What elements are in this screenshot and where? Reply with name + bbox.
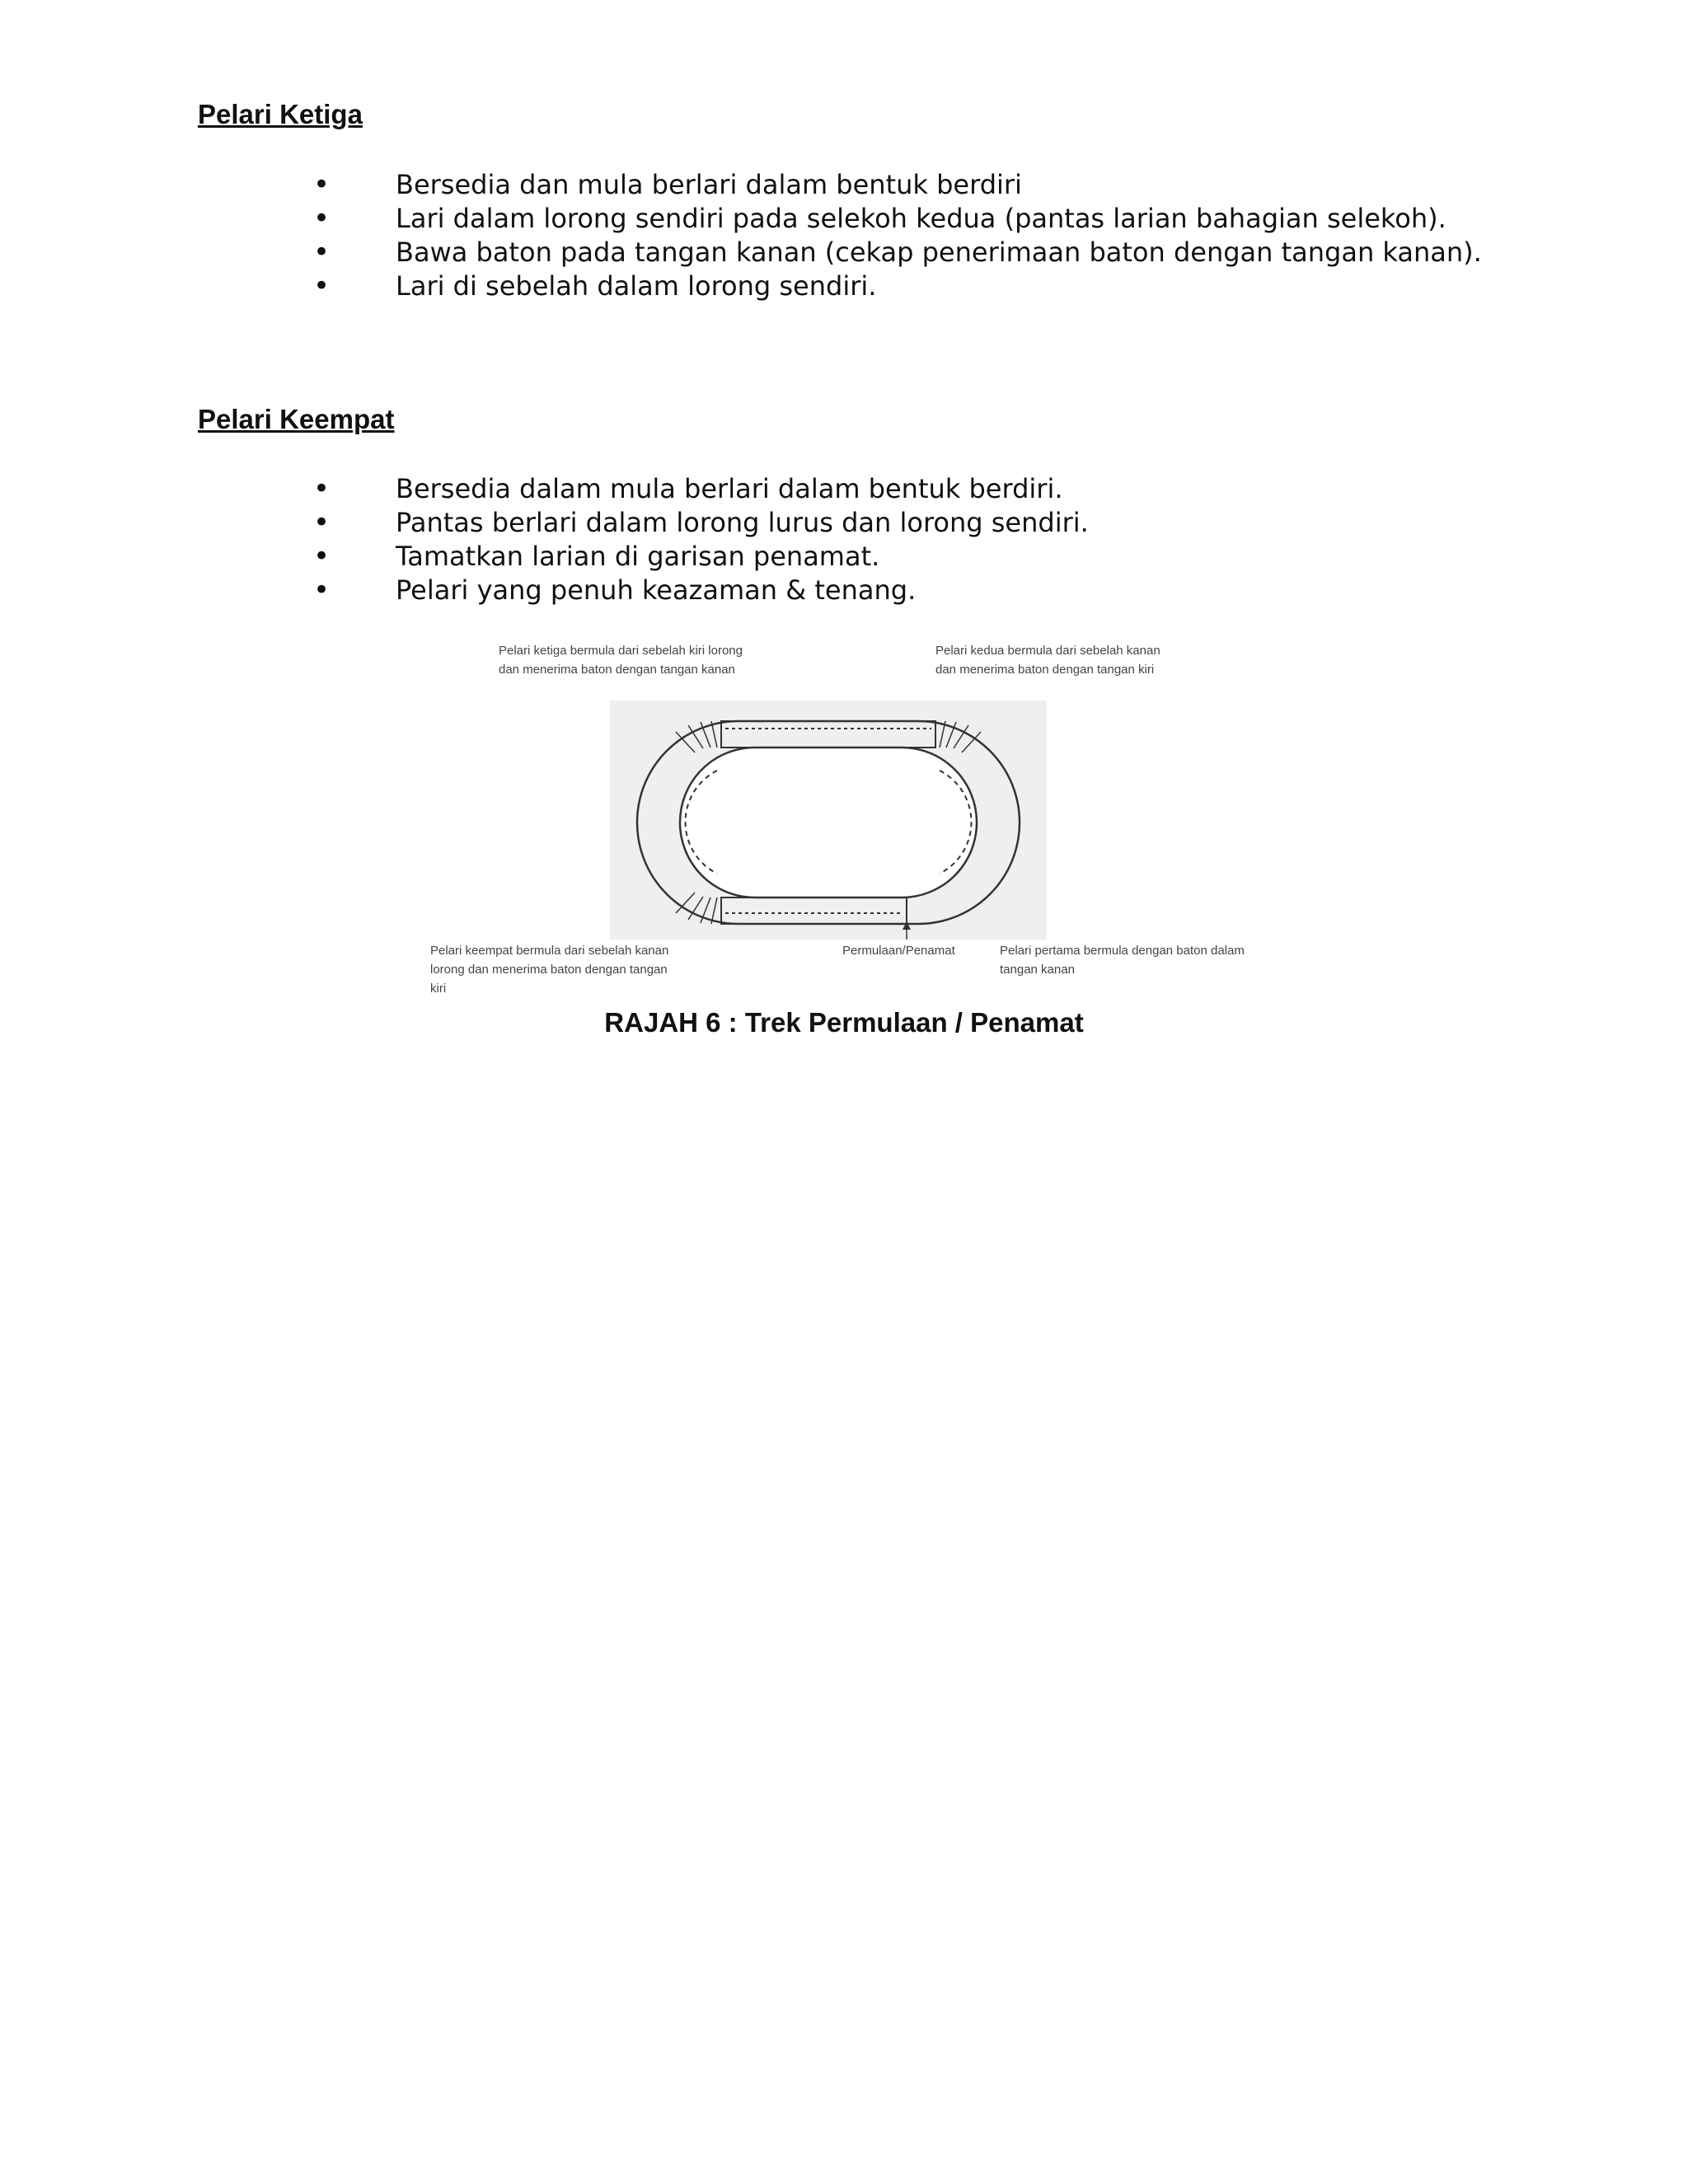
section-heading-third-runner: Pelari Ketiga <box>198 99 363 129</box>
relay-track-diagram <box>610 701 1047 940</box>
note-start-finish: Permulaan/Penamat <box>842 944 955 958</box>
bullet-list-third-runner <box>313 168 1500 303</box>
list-item: • Pelari yang penuh keazaman & tenang. <box>313 574 1500 607</box>
track-infield <box>680 748 977 898</box>
list-item: • Bersedia dan mula berlari dalam bentuk berdiri <box>313 168 1500 202</box>
section-heading-fourth-runner: Pelari Keempat <box>198 404 395 434</box>
list-item: • Bersedia dalam mula berlari dalam bentuk berdiri. <box>313 472 1500 506</box>
figure-caption: RAJAH 6 : Trek Permulaan / Penamat <box>604 1007 1084 1038</box>
track-figure <box>412 635 1278 1005</box>
note-third-runner: Pelari ketiga bermula dari sebelah kiri lorong dan menerima baton dengan tangan kanan <box>499 644 743 677</box>
note-fourth-runner: Pelari keempat bermula dari sebelah kanan lorong dan menerima baton dengan tangan kiri <box>430 944 669 996</box>
list-item: • Lari di sebelah dalam lorong sendiri. <box>313 269 1500 303</box>
bullet-list-fourth-runner <box>313 472 1500 607</box>
list-item: • Lari dalam lorong sendiri pada selekoh kedua (pantas larian bahagian selekoh). <box>313 202 1500 236</box>
list-item: • Bawa baton pada tangan kanan (cekap penerimaan baton dengan tangan kanan). <box>313 236 1500 269</box>
note-second-runner: Pelari kedua bermula dari sebelah kanan dan menerima baton dengan tangan kiri <box>935 644 1160 677</box>
list-item: • Tamatkan larian di garisan penamat. <box>313 540 1500 574</box>
note-first-runner: Pelari pertama bermula dengan baton dalam tangan kanan <box>1000 944 1245 977</box>
list-item: • Pantas berlari dalam lorong lurus dan lorong sendiri. <box>313 506 1500 540</box>
